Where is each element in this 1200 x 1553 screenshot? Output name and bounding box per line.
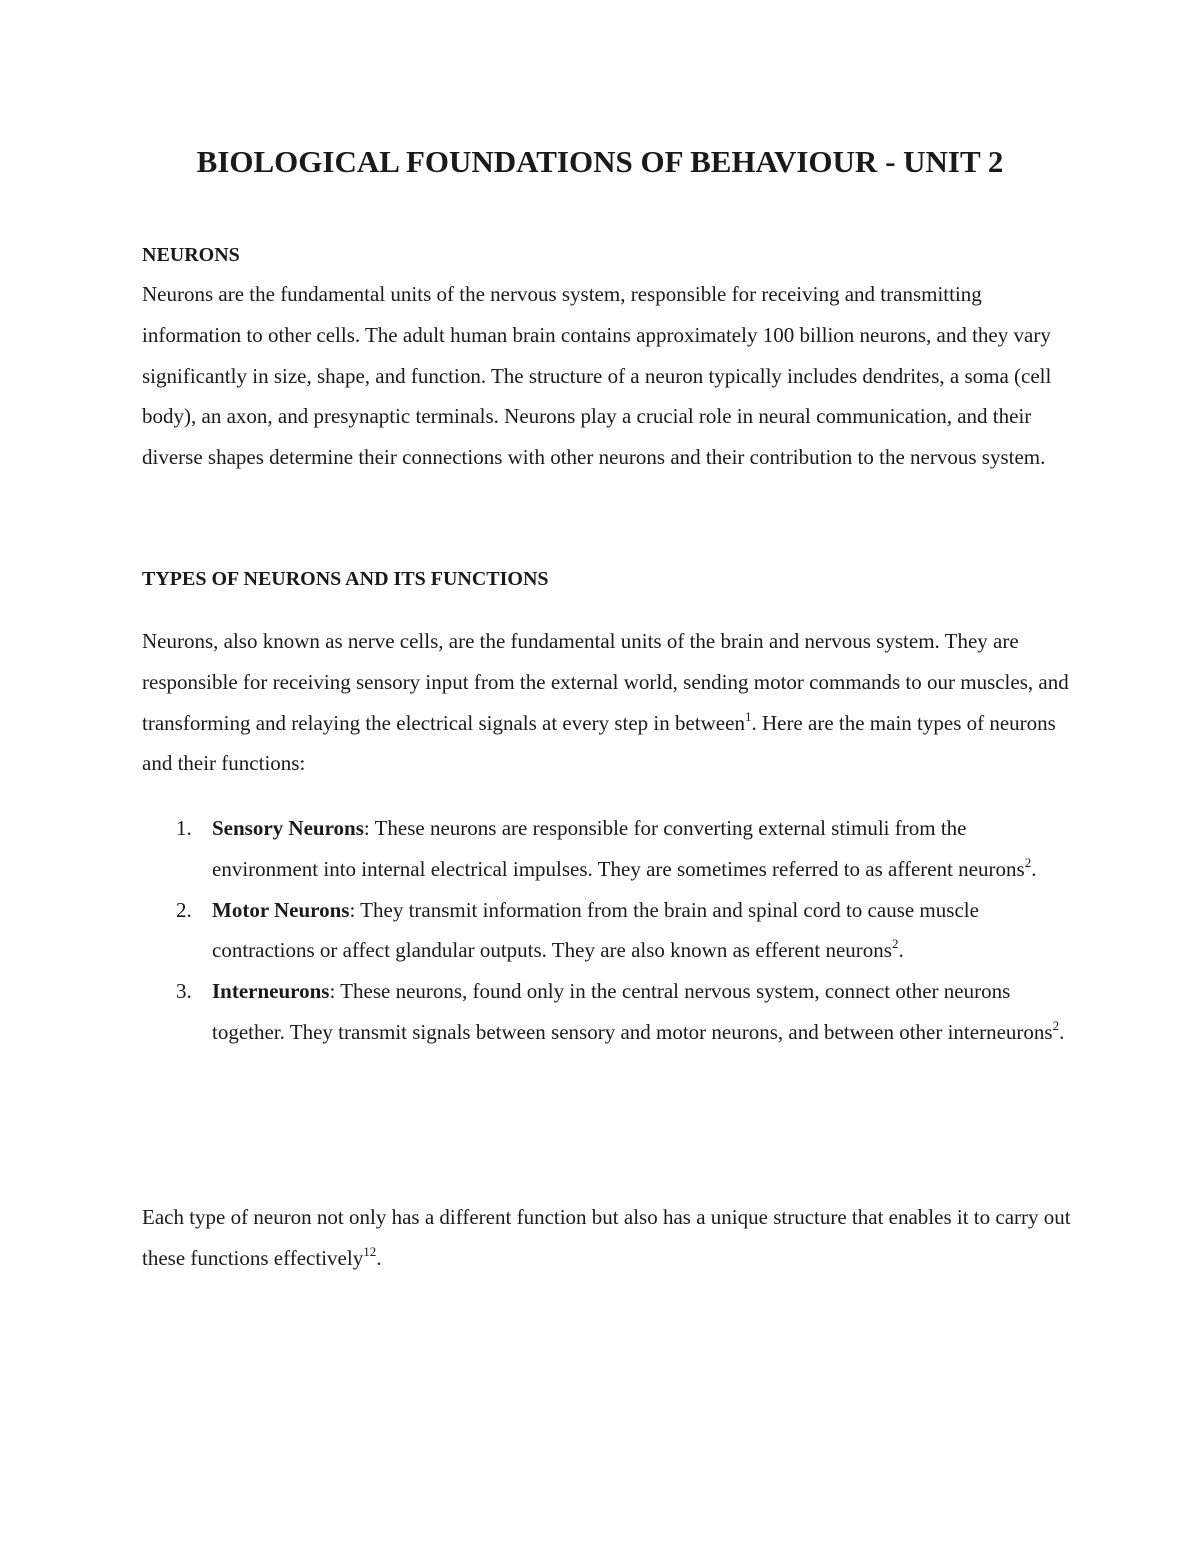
list-term: Sensory Neurons (212, 816, 364, 840)
list-number: 1. (176, 816, 192, 840)
list-text: : They transmit information from the brain and spinal cord to cause muscle contractions or affect glandular outputs. They are also known as efferent neurons (212, 897, 979, 963)
list-text: : These neurons, found only in the central nervous system, connect other neurons together. They transmit signals between sensory and motor neurons, and between other interneurons (212, 979, 1053, 1044)
list-item (142, 890, 1072, 972)
types-intro-text: Neurons, also known as nerve cells, are the fundamental units of the brain and nervous system. They are responsible for receiving sensory input from the external world, sending motor commands to our muscles, and transforming and relaying the electrical signals at every step in between (142, 629, 1069, 735)
list-term: Interneurons (212, 979, 330, 1004)
list-number: 3. (176, 979, 192, 1004)
section-heading-types: TYPES OF NEURONS AND ITS FUNCTIONS (142, 568, 549, 590)
document-title: BIOLOGICAL FOUNDATIONS OF BEHAVIOUR - UNIT 2 (196, 144, 1004, 179)
neuron-types-list (142, 808, 1072, 1053)
list-item (142, 808, 1072, 890)
list-term: Motor Neurons (212, 897, 350, 922)
closing-text: Each type of neuron not only has a different function but also has a unique structure that enables it to carry out these functions effectively (142, 1205, 1071, 1270)
footnote-ref: 1 (744, 708, 752, 724)
footnote-ref: 2 (1052, 1017, 1060, 1033)
types-intro-text-end: . Here are the main types of neurons and their functions: (142, 710, 1056, 776)
neurons-paragraph: Neurons are the fundamental units of the nervous system, responsible for receiving and transmitting information to other cells. The adult human brain contains approximately 100 billion neurons, and they vary significantly in size, shape, and function. The structure of a neuron typically includes dendrites, a soma (cell body), an axon, and presynaptic terminals. Neurons play a crucial role in neural communication, and their diverse shapes determine their connections with other neurons and their contribution to the nervous system. (142, 282, 1052, 470)
list-text-end: . (1031, 856, 1037, 881)
footnote-ref: 12 (363, 1243, 377, 1259)
types-intro-paragraph (142, 621, 1072, 784)
list-text-end: . (1059, 1019, 1065, 1044)
list-text-end: . (898, 938, 904, 963)
footnote-ref: 2 (1024, 854, 1032, 870)
closing-text-end: . (376, 1245, 382, 1270)
footnote-ref: 2 (891, 936, 899, 952)
list-text: : These neurons are responsible for converting external stimuli from the environment into internal electrical impulses. They are sometimes referred to as afferent neurons (212, 816, 1025, 881)
list-number: 2. (176, 897, 192, 922)
closing-paragraph (142, 1197, 1072, 1279)
section-heading-neurons: NEURONS (142, 244, 240, 266)
list-item (142, 971, 1072, 1053)
